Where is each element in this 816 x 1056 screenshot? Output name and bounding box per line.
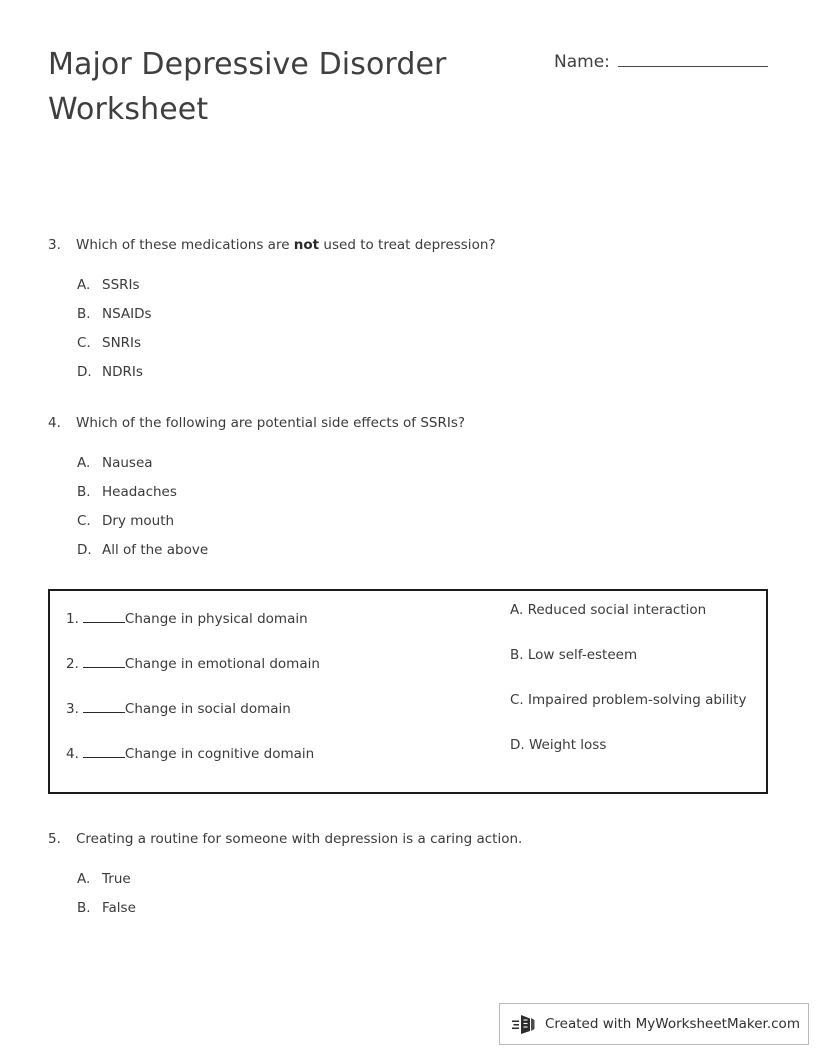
- question-4-option-a[interactable]: [48, 454, 768, 472]
- matching-row-3: [66, 699, 486, 744]
- option-text: Dry mouth: [102, 513, 175, 529]
- matching-answers-column: [510, 602, 760, 782]
- question-3-option-c[interactable]: [48, 334, 768, 352]
- question-3: [48, 236, 768, 392]
- footer-attribution-text: Created with MyWorksheetMaker.com: [545, 1016, 800, 1032]
- matching-number: 3.: [66, 701, 79, 717]
- question-5: [48, 830, 768, 928]
- matching-number: 2.: [66, 656, 79, 672]
- matching-answer-blank[interactable]: [83, 744, 125, 758]
- matching-answer-a: A. Reduced social interaction: [510, 602, 707, 618]
- option-text: True: [102, 871, 131, 887]
- option-letter: D.: [77, 364, 92, 380]
- matching-label: Change in cognitive domain: [124, 746, 315, 762]
- matching-row-2: [66, 654, 486, 699]
- question-3-text-before: Which of these medications are: [76, 237, 294, 253]
- matching-row-1: [66, 609, 486, 654]
- question-4-options: [48, 454, 768, 559]
- option-text: SSRIs: [102, 277, 140, 293]
- matching-label: Change in social domain: [124, 701, 291, 717]
- matching-answer-blank[interactable]: [83, 609, 125, 623]
- option-letter: A.: [77, 455, 91, 471]
- option-text: Headaches: [102, 484, 177, 500]
- option-letter: A.: [77, 871, 91, 887]
- option-letter: B.: [77, 484, 91, 500]
- matching-prompts-column: [66, 609, 486, 789]
- question-4-option-b[interactable]: [48, 483, 768, 501]
- option-text: NDRIs: [102, 364, 143, 380]
- question-3-prompt: [48, 236, 768, 254]
- option-text: All of the above: [102, 542, 209, 558]
- option-text: NSAIDs: [102, 306, 152, 322]
- option-letter: D.: [77, 542, 92, 558]
- page-title: Major Depressive Disorder Worksheet: [48, 47, 447, 127]
- matching-number: 1.: [66, 611, 79, 627]
- option-text: False: [102, 900, 136, 916]
- question-3-option-d[interactable]: [48, 363, 768, 381]
- question-5-options: [48, 870, 768, 917]
- name-label: Name:: [554, 52, 610, 72]
- question-4-option-c[interactable]: [48, 512, 768, 530]
- question-4-text: Which of the following are potential side effects of SSRIs?: [76, 415, 466, 431]
- question-4-number: 4.: [48, 415, 61, 431]
- question-5-number: 5.: [48, 831, 61, 847]
- matching-answer-d: D. Weight loss: [510, 737, 607, 753]
- option-letter: C.: [77, 335, 91, 351]
- matching-answer-blank[interactable]: [83, 654, 125, 668]
- question-3-option-a[interactable]: [48, 276, 768, 294]
- worksheet-header: [0, 42, 816, 137]
- option-letter: B.: [77, 306, 91, 322]
- option-text: SNRIs: [102, 335, 142, 351]
- question-5-option-a[interactable]: [48, 870, 768, 888]
- matching-answer-c: C. Impaired problem-solving ability: [510, 692, 747, 708]
- matching-label: Change in emotional domain: [124, 656, 320, 672]
- matching-answer-blank[interactable]: [83, 699, 125, 713]
- question-5-text: Creating a routine for someone with depression is a caring action.: [76, 831, 523, 847]
- question-5-option-b[interactable]: [48, 899, 768, 917]
- name-field-block: [554, 52, 768, 72]
- question-4-option-d[interactable]: [48, 541, 768, 559]
- matching-answer-b: B. Low self-esteem: [510, 647, 638, 663]
- option-letter: B.: [77, 900, 91, 916]
- question-3-options: [48, 276, 768, 381]
- question-4: [48, 414, 768, 570]
- option-text: Nausea: [102, 455, 153, 471]
- question-3-text-emphasis: not: [293, 237, 320, 253]
- question-3-option-b[interactable]: [48, 305, 768, 323]
- matching-label: Change in physical domain: [124, 611, 308, 627]
- question-4-prompt: [48, 414, 768, 432]
- question-5-prompt: [48, 830, 768, 848]
- worksheet-maker-logo-icon: [512, 1012, 538, 1036]
- matching-exercise-box: [48, 589, 768, 794]
- matching-row-4: [66, 744, 486, 789]
- question-3-text-after: used to treat depression?: [319, 237, 496, 253]
- option-letter: A.: [77, 277, 91, 293]
- question-3-number: 3.: [48, 237, 61, 253]
- matching-number: 4.: [66, 746, 79, 762]
- question-3-text: [76, 236, 768, 254]
- name-input-line[interactable]: [618, 52, 768, 67]
- footer-attribution-badge[interactable]: [499, 1003, 809, 1045]
- option-letter: C.: [77, 513, 91, 529]
